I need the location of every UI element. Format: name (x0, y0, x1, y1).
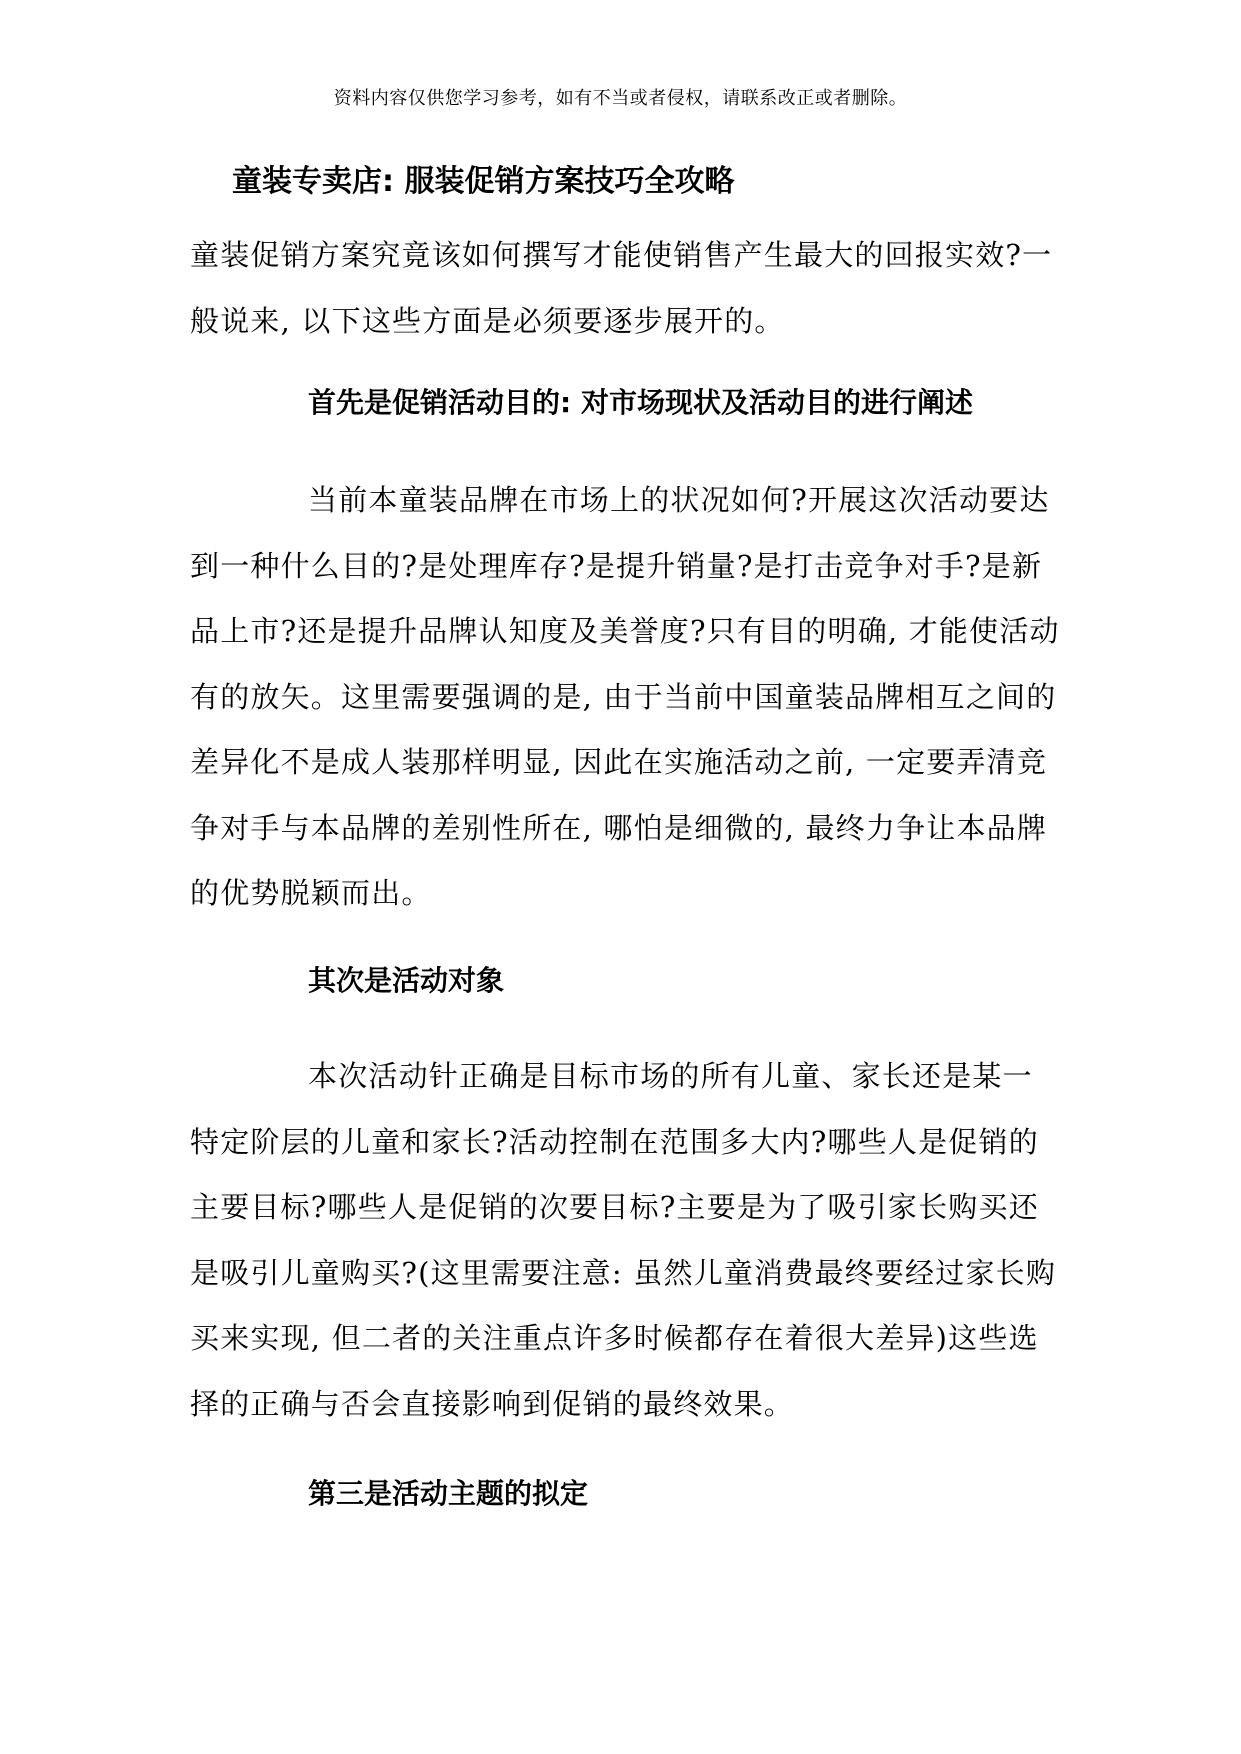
paragraph-line: 本次活动针正确是目标市场的所有儿童、家长还是某一 (308, 1059, 1033, 1093)
paragraph-line: 品上市?还是提升品牌认知度及美誉度?只有目的明确, 才能使活动 (190, 614, 1060, 648)
paragraph-line: 是吸引儿童购买?(这里需要注意: 虽然儿童消费最终要经过家长购 (190, 1255, 1057, 1290)
section-paragraph-purpose (190, 468, 1074, 927)
section-heading-purpose: 首先是促销活动目的: 对市场现状及活动目的进行阐述 (308, 386, 973, 419)
page-header-disclaimer: 资料内容仅供您学习参考，如有不当或者侵权，请联系改正或者删除。 (333, 88, 908, 109)
paragraph-line: 当前本童装品牌在市场上的状况如何?开展这次活动要达 (308, 483, 1050, 517)
paragraph-line: 主要目标?哪些人是促销的次要目标?主要是为了吸引家长购买还 (190, 1190, 1039, 1224)
paragraph-line: 买来实现, 但二者的关注重点许多时候都存在着很大差异)这些选 (190, 1321, 1039, 1355)
section-heading-target: 其次是活动对象 (308, 964, 505, 997)
document-title: 童装专卖店: 服装促销方案技巧全攻略 (232, 164, 735, 199)
intro-line: 般说来, 以下这些方面是必须要逐步展开的。 (190, 303, 785, 338)
paragraph-line: 特定阶层的儿童和家长?活动控制在范围多大内?哪些人是促销的 (190, 1124, 1039, 1159)
paragraph-line: 到一种什么目的?是处理库存?是提升销量?是打击竞争对手?是新 (190, 548, 1043, 583)
section-paragraph-target (190, 1044, 1074, 1437)
intro-line: 童装促销方案究竟该如何撰写才能使销售产生最大的回报实效?一 (190, 238, 1053, 272)
section-heading-theme: 第三是活动主题的拟定 (308, 1477, 589, 1510)
paragraph-line: 争对手与本品牌的差别性所在, 哪怕是细微的, 最终力争让本品牌 (190, 810, 1048, 845)
intro-paragraph (190, 223, 1074, 354)
paragraph-line: 择的正确与否会直接影响到促销的最终效果。 (190, 1386, 795, 1421)
paragraph-line: 的优势脱颖而出。 (190, 876, 432, 910)
paragraph-line: 差异化不是成人装那样明显, 因此在实施活动之前, 一定要弄清竞 (190, 745, 1048, 779)
paragraph-line: 有的放矢。这里需要强调的是, 由于当前中国童装品牌相互之间的 (190, 679, 1057, 714)
